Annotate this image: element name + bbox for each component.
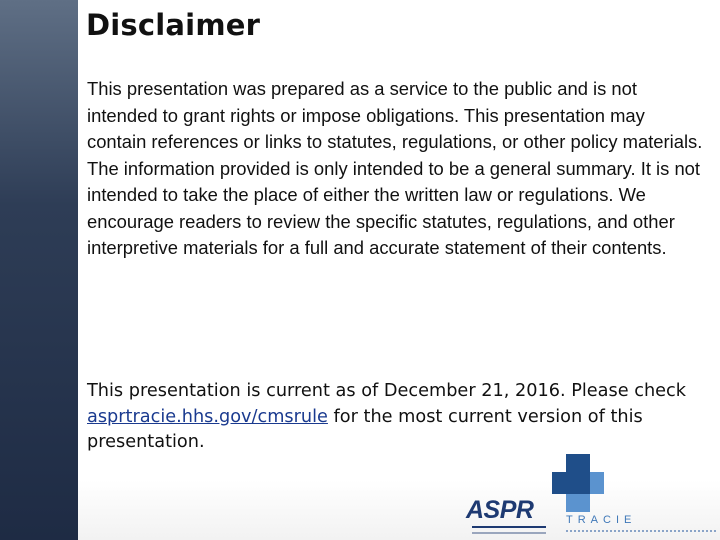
currency-text-after: for the most current version of this presentation.: [87, 406, 643, 452]
tracie-logo-text: TRACIE: [566, 514, 637, 526]
aspr-logo-rule: [472, 526, 546, 530]
currency-text-before: This presentation is current as of December 21, 2016. Please check: [87, 381, 687, 401]
aspr-logo-rule-light: [472, 532, 546, 536]
tracie-cross-icon: [552, 454, 652, 520]
currency-paragraph: [87, 379, 707, 456]
disclaimer-paragraph: This presentation was prepared as a service to the public and is not intended to grant rights or impose obligations. This presentation may contain references or links to statutes, regulations, or other policy materials. The information provided is only intended to be a general summary. It is not intended to take the place of either the written law or regulations. We encourage readers to review the specific statutes, regulations, and other interpretive materials for a full and accurate statement of their contents.: [87, 78, 703, 258]
left-accent-band: [0, 0, 78, 540]
slide-title: Disclaimer: [86, 8, 261, 42]
cmsrule-link[interactable]: asprtracie.hhs.gov/cmsrule: [87, 406, 328, 427]
tracie-logo-tagline: [566, 530, 716, 532]
aspr-logo-text: ASPR: [466, 496, 534, 524]
aspr-logo: [466, 496, 548, 540]
